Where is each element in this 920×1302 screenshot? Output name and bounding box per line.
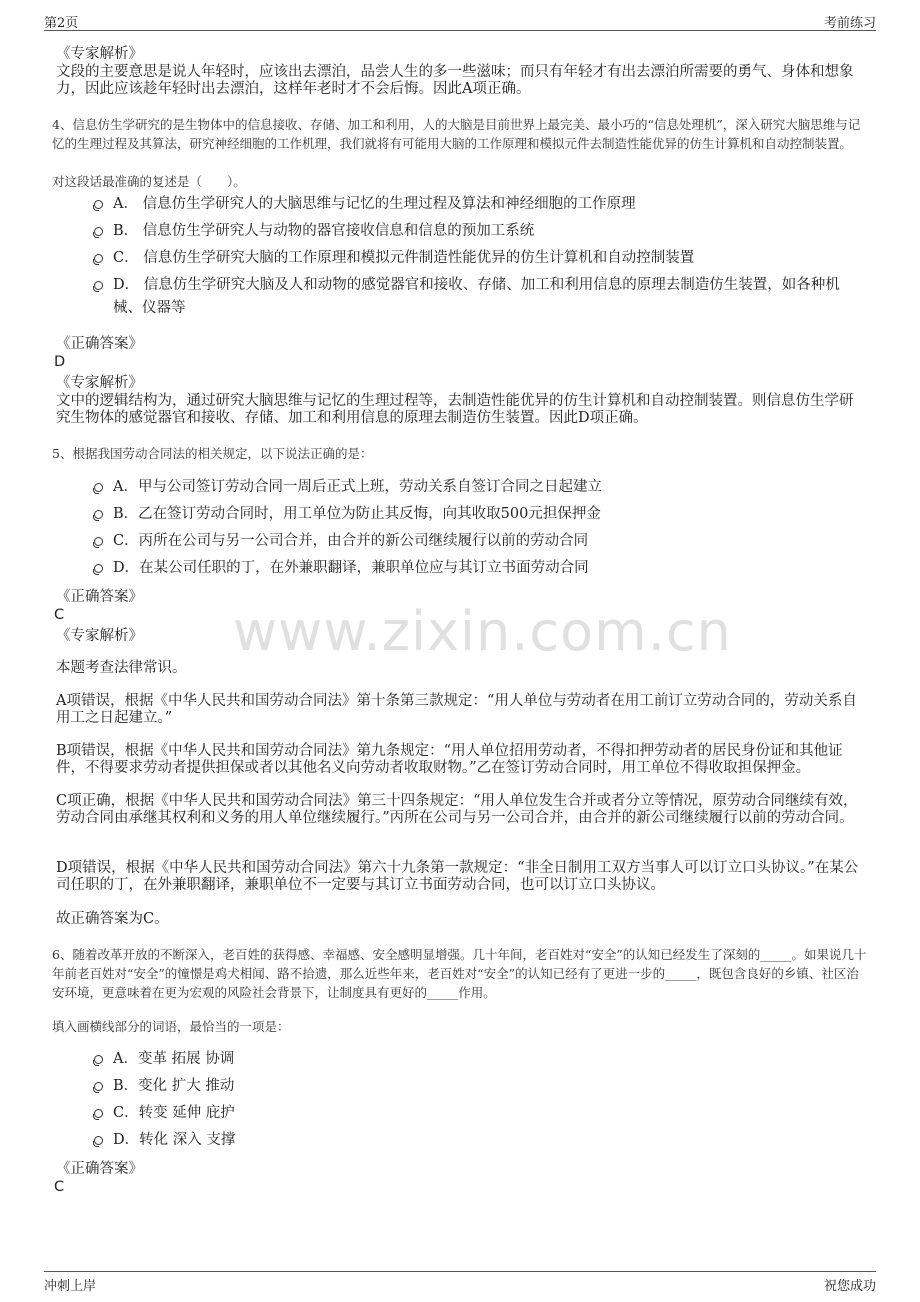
q4-option-c[interactable]: C． 信息仿生学研究大脑的工作原理和模拟元件制造性能优异的仿生计算机和自动控制装置: [94, 247, 864, 270]
q4-stem: 4、信息仿生学研究的是生物体中的信息接收、存储、加工和利用，人的大脑是目前世界上最完美、最小巧的“信息处理机”，深入研究大脑思维与记忆的生理过程及其算法，研究神经细胞的工作机理，我们就将有可能用大脑的工作原理和模拟元件去制造性能优异的仿生计算机和自动控制装置。: [52, 117, 861, 151]
radio-icon[interactable]: [94, 510, 103, 519]
radio-icon[interactable]: [94, 200, 103, 209]
radio-icon[interactable]: [94, 564, 103, 573]
q6-option-a[interactable]: A．变革 拓展 协调: [94, 1048, 864, 1071]
q5-answer-label: 《正确答案》: [56, 589, 143, 605]
q3-analysis: 文段的主要意思是说人年轻时，应该出去漂泊，品尝人生的多一些滋味；而只有年轻才有出去漂泊所需要的勇气、身体和想象力，因此应该趁年轻时出去漂泊，这样年老时才不会后悔。因此A项正确。: [56, 64, 854, 97]
q4-option-d[interactable]: D． 信息仿生学研究大脑及人和动物的感觉器官和接收、存储、加工和利用信息的原理去制造仿生装置，如各种机械、仪器等: [94, 274, 864, 320]
q5-option-a[interactable]: A．甲与公司签订劳动合同一周后正式上班，劳动关系自签订合同之日起建立: [94, 476, 864, 499]
radio-icon[interactable]: [94, 537, 103, 546]
q6-answer: C: [54, 1179, 65, 1195]
q5-expert-label: 《专家解析》: [56, 628, 143, 644]
q6-option-d[interactable]: D．转化 深入 支撑: [94, 1129, 864, 1152]
q5-analysis-c: C项正确，根据《中华人民共和国劳动合同法》第三十四条规定：“用人单位发生合并或者分立等情况，原劳动合同继续有效，劳动合同由承继其权利和义务的用人单位继续履行。”丙所在公司与另一公司合并，由合并的新公司继续履行以前的劳动合同。: [56, 793, 858, 826]
q5-answer: C: [54, 607, 65, 623]
q4-answer: D: [54, 354, 66, 370]
q5-analysis-a: A项错误，根据《中华人民共和国劳动合同法》第十条第三款规定：“用人单位与劳动者在用工前订立劳动合同的，劳动关系自用工之日起建立。”: [56, 693, 857, 726]
q5-option-c[interactable]: C．丙所在公司与另一公司合并，由合并的新公司继续履行以前的劳动合同: [94, 530, 864, 553]
radio-icon[interactable]: [94, 1109, 103, 1118]
radio-icon[interactable]: [94, 1136, 103, 1145]
footer-right-text: 祝您成功: [823, 1279, 876, 1294]
q5-option-b[interactable]: B．乙在签订劳动合同时，用工单位为防止其反悔，向其收取500元担保押金: [94, 503, 864, 526]
q5-analysis-b: B项错误，根据《中华人民共和国劳动合同法》第九条规定：“用人单位招用劳动者，不得扣押劳动者的居民身份证和其他证件，不得要求劳动者提供担保或者以其他名义向劳动者收取财物。”乙在签订劳动合同时，用工单位不得收取担保押金。: [56, 743, 843, 776]
q6-option-b[interactable]: B．变化 扩大 推动: [94, 1075, 864, 1098]
q4-option-a[interactable]: A． 信息仿生学研究人的大脑思维与记忆的生理过程及算法和神经细胞的工作原理: [94, 193, 864, 216]
radio-icon[interactable]: [94, 1082, 103, 1091]
watermark: www.zixin.com.cn: [233, 600, 732, 663]
q6-answer-label: 《正确答案》: [56, 1161, 143, 1177]
page-number: 第2页: [44, 16, 79, 31]
page-header: [44, 10, 876, 31]
q4-option-b[interactable]: B． 信息仿生学研究人与动物的器官接收信息和信息的预加工系统: [94, 220, 864, 243]
radio-icon[interactable]: [94, 1055, 103, 1064]
q6-stem: 6、随着改革开放的不断深入，老百姓的获得感、幸福感、安全感明显增强。几十年间，老百姓对“安全”的认知已经发生了深刻的_____。如果说几十年前老百姓对“安全”的憧憬是鸡犬相闻、路不拾遗，那么近些年来，老百姓对“安全”的认知已经有了更进一步的_____，既包含良好的乡镇、社区治安环境，更意味着在更为宏观的风险社会背景下，让制度具有更好的_____作用。: [52, 947, 867, 1000]
q5-stem: 5、根据我国劳动合同法的相关规定，以下说法正确的是：: [52, 446, 373, 461]
q5-analysis-intro: 本题考查法律常识。: [56, 660, 187, 676]
q6-prompt: 填入画横线部分的词语，最恰当的一项是：: [52, 1019, 290, 1034]
q4-answer-label: 《正确答案》: [56, 336, 143, 352]
q5-option-d[interactable]: D．在某公司任职的丁，在外兼职翻译，兼职单位应与其订立书面劳动合同: [94, 557, 864, 580]
page-footer: [44, 1271, 876, 1296]
q3-expert-label: 《专家解析》: [56, 46, 143, 62]
q6-option-c[interactable]: C．转变 延伸 庇护: [94, 1102, 864, 1125]
header-title: 考前练习: [823, 16, 876, 31]
q4-expert-label: 《专家解析》: [56, 375, 143, 391]
radio-icon[interactable]: [94, 227, 103, 236]
radio-icon[interactable]: [94, 281, 103, 290]
q4-prompt: 对这段话最准确的复述是（ ）。: [52, 174, 246, 189]
radio-icon[interactable]: [94, 254, 103, 263]
q5-analysis-d: D项错误，根据《中华人民共和国劳动合同法》第六十九条第一款规定：“非全日制用工双方当事人可以订立口头协议。”在某公司任职的丁，在外兼职翻译，兼职单位不一定要与其订立书面劳动合同，也可以订立口头协议。: [56, 860, 859, 893]
footer-left-text: 冲刺上岸: [44, 1279, 97, 1294]
radio-icon[interactable]: [94, 483, 103, 492]
q4-analysis: 文中的逻辑结构为，通过研究大脑思维与记忆的生理过程等，去制造性能优异的仿生计算机和自动控制装置。则信息仿生学研究生物体的感觉器官和接收、存储、加工和利用信息的原理去制造仿生装置。因此D项正确。: [56, 393, 854, 426]
q5-conclusion: 故正确答案为C。: [56, 911, 169, 927]
